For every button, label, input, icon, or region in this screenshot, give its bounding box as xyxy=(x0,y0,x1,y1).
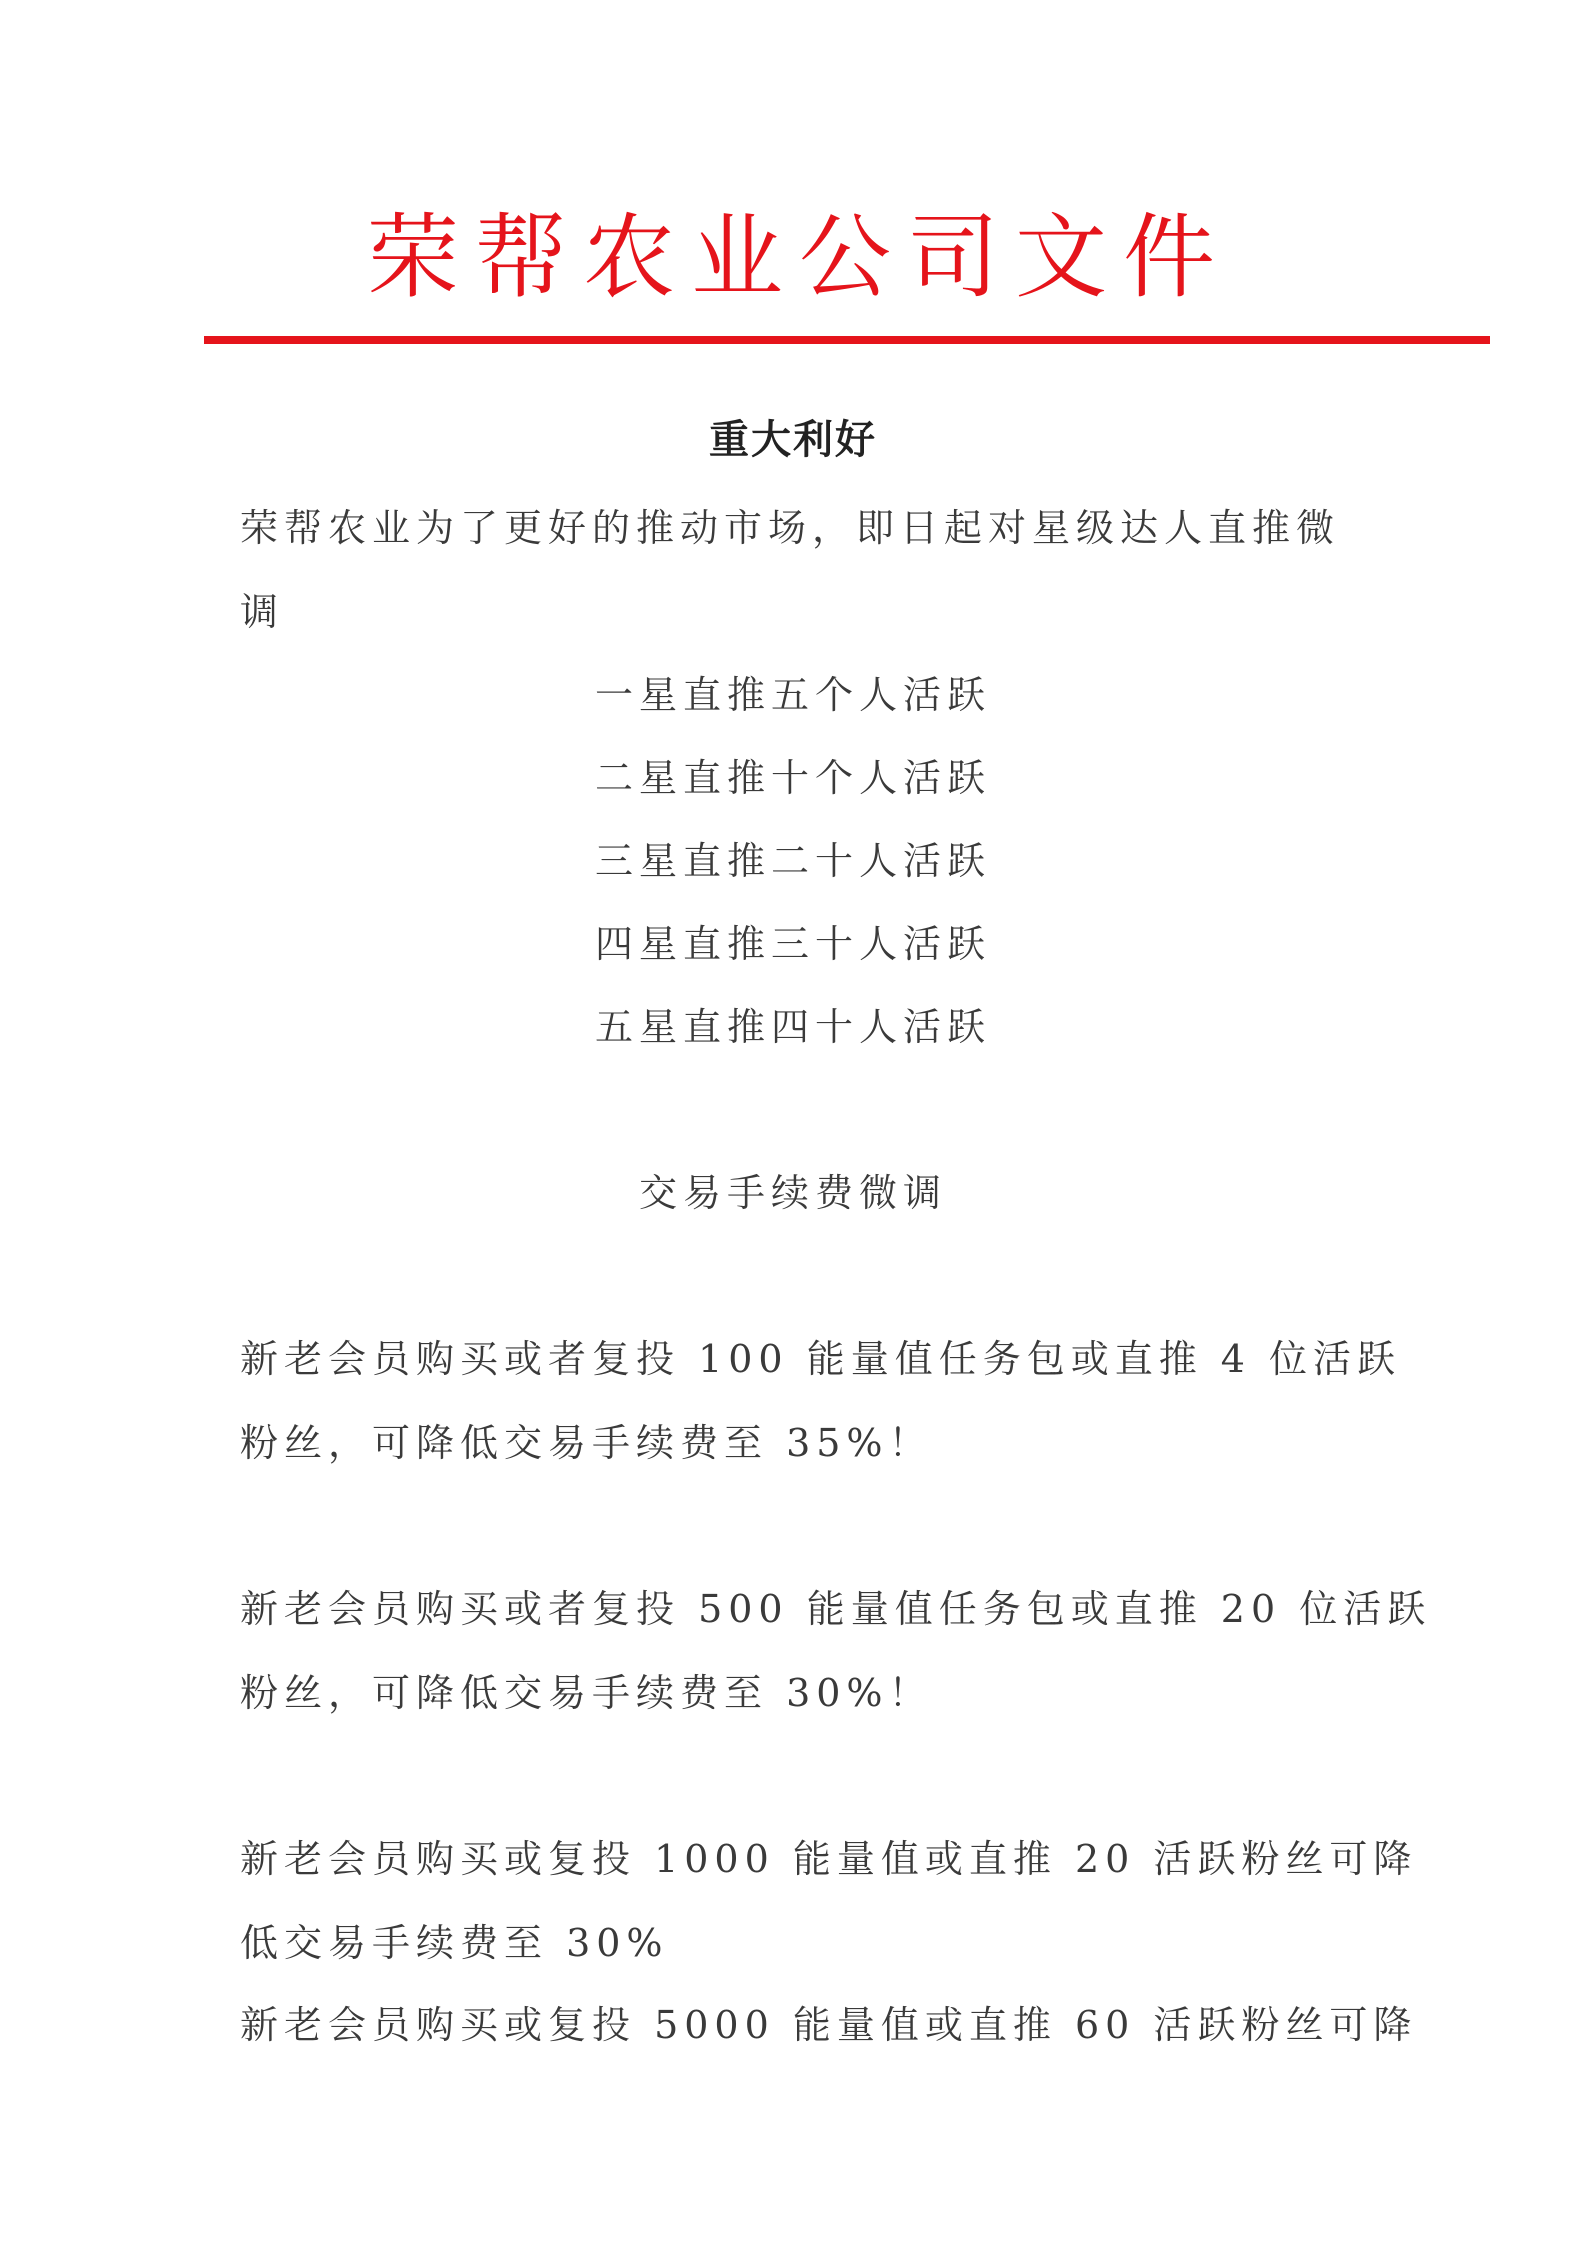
fee-item-line: 新老会员购买或者复投 100 能量值任务包或直推 4 位活跃 xyxy=(240,1337,1402,1381)
fee-item-line: 粉丝，可降低交易手续费至 30%！ xyxy=(240,1671,933,1715)
fee-item-line: 新老会员购买或复投 5000 能量值或直推 60 活跃粉丝可降 xyxy=(240,2003,1418,2047)
star-level-item: 二星直推十个人活跃 xyxy=(594,756,991,800)
document-title: 重大利好 xyxy=(709,416,877,463)
intro-paragraph xyxy=(240,486,1340,654)
fee-item-line: 新老会员购买或者复投 500 能量值任务包或直推 20 位活跃 xyxy=(240,1587,1432,1631)
fee-item xyxy=(240,1817,1418,1985)
header-red-divider xyxy=(204,336,1490,344)
fee-item xyxy=(240,1983,1418,2067)
fee-item xyxy=(240,1317,1402,1485)
star-level-item: 五星直推四十人活跃 xyxy=(594,1005,991,1049)
star-level-item: 四星直推三十人活跃 xyxy=(594,922,991,966)
document-header-title: 荣帮农业公司文件 xyxy=(366,204,1231,311)
fee-item-line: 新老会员购买或复投 1000 能量值或直推 20 活跃粉丝可降 xyxy=(240,1837,1418,1881)
star-level-item: 三星直推二十人活跃 xyxy=(594,839,991,883)
fee-section-heading: 交易手续费微调 xyxy=(638,1171,947,1215)
intro-line: 调 xyxy=(240,590,285,634)
fee-item-line: 粉丝，可降低交易手续费至 35%！ xyxy=(240,1421,933,1465)
fee-item-line: 低交易手续费至 30% xyxy=(240,1921,669,1965)
fee-item xyxy=(240,1567,1432,1735)
intro-line: 荣帮农业为了更好的推动市场，即日起对星级达人直推微 xyxy=(240,506,1341,550)
star-level-item: 一星直推五个人活跃 xyxy=(594,673,991,717)
